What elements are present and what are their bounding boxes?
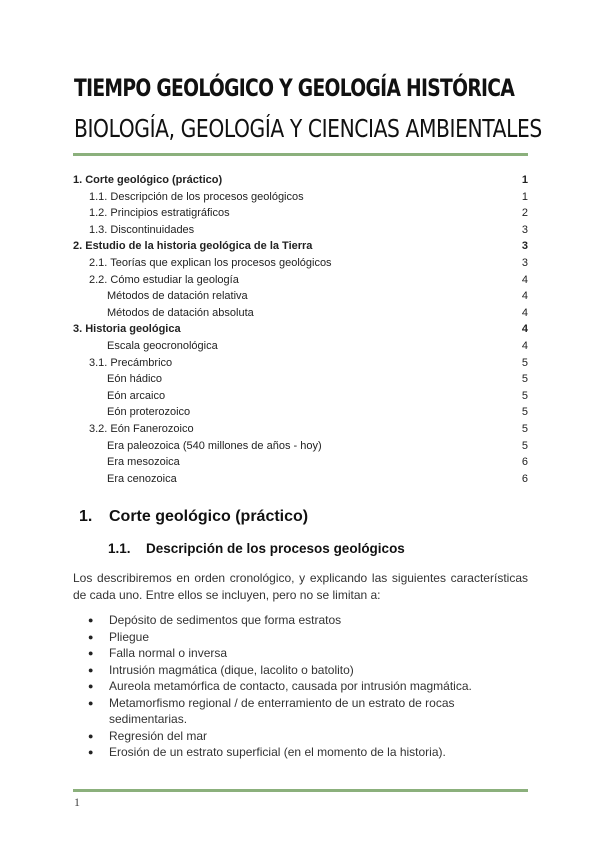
toc-entry-page: 4 [521, 306, 528, 319]
toc-entry-page: 5 [521, 422, 528, 435]
toc-entry[interactable] [73, 272, 528, 289]
bullet-icon: ● [88, 615, 94, 625]
toc-entry-label: 3.2. Eón Fanerozoico [89, 422, 194, 435]
list-item [88, 678, 528, 695]
toc-entry-page: 5 [521, 439, 528, 452]
toc-entry[interactable] [73, 321, 528, 338]
toc-entry-label: Era paleozoica (540 millones de años - hoy) [107, 439, 322, 452]
toc-entry-page: 3 [521, 256, 528, 269]
toc-entry-page: 3 [521, 240, 528, 253]
toc-entry[interactable] [73, 438, 528, 455]
toc-entry[interactable] [73, 454, 528, 471]
toc-entry[interactable] [73, 205, 528, 222]
toc-entry-label: Era cenozoica [107, 472, 177, 485]
toc-entry-page: 4 [521, 323, 528, 336]
process-list [88, 612, 528, 761]
bullet-icon: ● [88, 747, 94, 757]
list-item [88, 744, 528, 761]
toc-entry-label: Eón proterozoico [107, 406, 191, 419]
list-item-text: Erosión de un estrato superficial (en el momento de la historia). [109, 745, 446, 759]
toc-entry[interactable] [73, 305, 528, 322]
toc-entry[interactable] [73, 404, 528, 421]
list-item [88, 662, 528, 679]
toc-entry[interactable] [73, 255, 528, 272]
toc-entry[interactable] [73, 238, 528, 255]
section-heading-1 [79, 508, 308, 526]
toc-entry[interactable] [73, 371, 528, 388]
document-title: TIEMPO GEOLÓGICO Y GEOLOGÍA HISTÓRICA [74, 74, 515, 102]
list-item-text: Aureola metamórfica de contacto, causada por intrusión magmática. [109, 679, 472, 693]
bullet-icon: ● [88, 648, 94, 658]
list-item [88, 629, 528, 646]
toc-entry[interactable] [73, 388, 528, 405]
toc-entry-page: 6 [521, 472, 528, 485]
toc-entry[interactable] [73, 189, 528, 206]
bullet-icon: ● [88, 730, 94, 741]
list-item [88, 645, 528, 662]
section-title: Corte geológico (práctico) [109, 508, 309, 525]
bullet-icon: ● [88, 681, 94, 691]
toc-entry-label: 2. Estudio de la historia geológica de la Tierra [73, 240, 313, 253]
toc-entry-label: 2.1. Teorías que explican los procesos geológicos [89, 256, 332, 269]
toc-entry[interactable] [73, 355, 528, 372]
bullet-icon: ● [88, 697, 94, 708]
list-item-text: Regresión del mar [109, 728, 208, 743]
list-item [88, 695, 528, 728]
toc-entry-page: 1 [521, 174, 528, 186]
toc-entry-page: 4 [521, 339, 528, 352]
toc-entry-label: Métodos de datación relativa [107, 290, 248, 303]
toc-entry-label: 2.2. Cómo estudiar la geología [89, 273, 239, 286]
toc-entry-label: 1.2. Principios estratigráficos [89, 207, 230, 220]
header-rule [73, 153, 528, 156]
toc-entry-label: Escala geocronológica [107, 339, 218, 352]
toc-entry-page: 3 [521, 223, 528, 236]
section-number: 1. [79, 508, 93, 525]
toc-entry-label: Era mesozoica [107, 456, 180, 469]
toc-entry-page: 2 [521, 207, 528, 220]
toc-entry-label: 1.3. Discontinuidades [89, 223, 195, 236]
list-item [88, 612, 528, 629]
list-item-text: Depósito de sedimentos que forma estratos [109, 613, 342, 627]
list-item-text: Metamorfismo regional / de enterramiento de un estrato de rocas sedimentarias. [109, 695, 455, 726]
subsection-heading-1-1 [108, 541, 405, 556]
toc-entry-label: Eón arcaico [107, 389, 166, 402]
bullet-icon: ● [88, 664, 94, 675]
toc-entry[interactable] [73, 222, 528, 239]
toc-entry[interactable] [73, 471, 528, 488]
bullet-icon: ● [88, 631, 94, 642]
toc-entry[interactable] [73, 338, 528, 355]
toc-entry-page: 5 [521, 406, 528, 419]
table-of-contents [73, 172, 528, 487]
list-item [88, 728, 528, 745]
toc-entry[interactable] [73, 172, 528, 189]
toc-entry-label: 3.1. Precámbrico [89, 356, 173, 369]
toc-entry-label: 1. Corte geológico (práctico) [73, 174, 223, 186]
list-item-text: Pliegue [109, 629, 150, 644]
toc-entry-page: 5 [521, 373, 528, 386]
toc-entry-label: 1.1. Descripción de los procesos geológicos [89, 190, 304, 203]
toc-entry-label: Eón hádico [107, 373, 163, 386]
toc-entry-label: 3. Historia geológica [73, 323, 181, 336]
toc-entry-page: 4 [521, 290, 528, 303]
toc-entry-page: 6 [521, 456, 528, 469]
toc-entry[interactable] [73, 288, 528, 305]
toc-entry[interactable] [73, 421, 528, 438]
toc-entry-page: 5 [521, 356, 528, 369]
toc-entry-page: 4 [521, 273, 528, 286]
subsection-number: 1.1. [108, 541, 131, 556]
footer-rule [73, 789, 528, 792]
intro-paragraph: Los describiremos en orden cronológico, y explicando las siguientes características de cada uno. Entre ellos se incluyen, pero no se limitan a: [73, 571, 528, 602]
document-subtitle: BIOLOGÍA, GEOLOGÍA Y CIENCIAS AMBIENTALES [74, 114, 542, 143]
list-item-text: Intrusión magmática (dique, lacolito o batolito) [109, 662, 354, 677]
subsection-title: Descripción de los procesos geológicos [146, 541, 405, 556]
toc-entry-label: Métodos de datación absoluta [107, 306, 254, 319]
toc-entry-page: 5 [521, 389, 528, 402]
toc-entry-page: 1 [521, 190, 528, 203]
page-number: 1 [74, 795, 80, 809]
list-item-text: Falla normal o inversa [109, 646, 228, 660]
